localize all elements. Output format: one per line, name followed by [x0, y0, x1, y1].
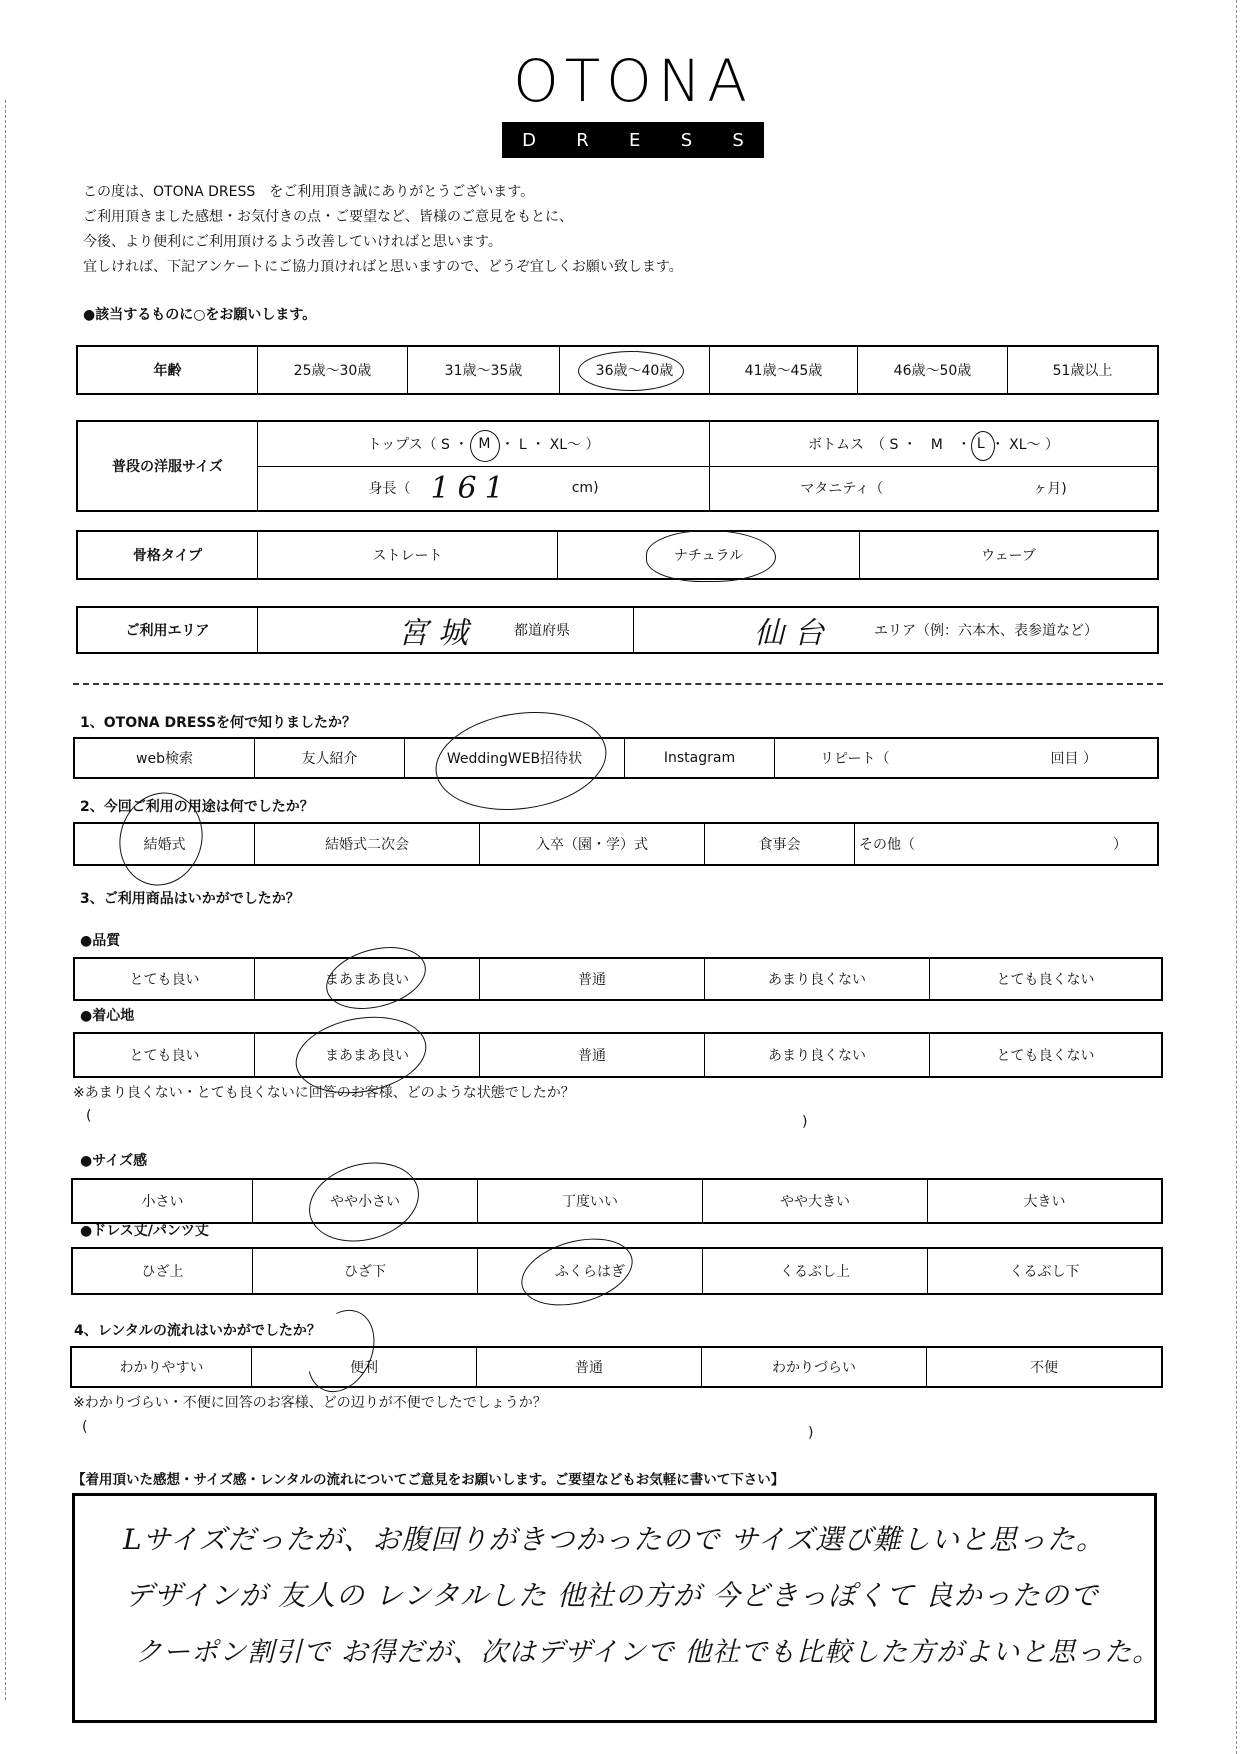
comfort-option[interactable]: 普通: [480, 1034, 705, 1076]
length-options-row: [71, 1247, 1163, 1295]
comfort-note: ※あまり良くない・とても良くないに回答のお客様、どのような状態でしたか？: [73, 1085, 575, 1101]
repeat-suffix: 回目 ）: [1050, 751, 1097, 767]
q2-option[interactable]: 入卒（園・学）式: [480, 824, 705, 864]
q2-option-label: 結婚式: [143, 837, 186, 853]
q4-note: ※わかりづらい・不便に回答のお客様、どの辺りが不便でしたでしょうか？: [73, 1395, 547, 1411]
comfort-note-close: ): [802, 1114, 808, 1130]
q1-option-selected[interactable]: [405, 739, 625, 777]
quality-option-label: まあまあ良い: [325, 972, 409, 988]
body-type-option-selected[interactable]: [558, 532, 860, 578]
q4-option[interactable]: 普通: [477, 1348, 702, 1386]
comments-title: 【着用頂いた感想・サイズ感・レンタルの流れについてご意見をお願いします。ご要望などもお気軽に書いて下さい】: [72, 1472, 785, 1488]
clothing-size-label: 普段の洋服サイズ: [78, 422, 258, 510]
age-option[interactable]: 46歳～50歳: [858, 347, 1008, 393]
hand-drawn-check: [295, 1299, 388, 1403]
brand-logo-dress: [502, 122, 764, 158]
intro-line: ご利用頂きました感想・お気付きの点・ご要望など、皆様のご意見をもとに、: [83, 209, 573, 225]
prefecture-value: 宮城: [398, 616, 478, 651]
city-field[interactable]: [634, 608, 1157, 652]
body-type-option[interactable]: ウェーブ: [981, 548, 1036, 564]
comfort-note-input[interactable]: [96, 1106, 796, 1130]
q2-title: 2、今回ご利用の用途は何でしたか？: [80, 799, 314, 815]
quality-option-selected[interactable]: [255, 959, 480, 999]
q4-option[interactable]: わかりづらい: [702, 1348, 927, 1386]
q4-option[interactable]: わかりやすい: [72, 1348, 252, 1386]
q1-option-repeat[interactable]: [775, 739, 1157, 777]
intro-line: 今後、より便利にご利用頂けるよう改善していければと思います。: [83, 234, 502, 250]
length-option[interactable]: くるぶし下: [1009, 1264, 1080, 1280]
comment-line: Lサイズだったが、お腹回りがきつかったので サイズ選び難しいと思った。: [123, 1523, 1106, 1556]
other-prefix: その他（: [859, 837, 915, 853]
city-value: 仙台: [754, 616, 834, 651]
q4-option[interactable]: 不便: [1030, 1360, 1058, 1376]
size-feel-label: ●サイズ感: [80, 1153, 148, 1169]
section-divider: [73, 683, 1163, 685]
tops-size-field[interactable]: [258, 422, 710, 466]
quality-label: ●品質: [80, 933, 121, 949]
comfort-option[interactable]: あまり良くない: [705, 1034, 930, 1076]
age-option[interactable]: 25歳～30歳: [258, 347, 408, 393]
comfort-options-row: [73, 1032, 1163, 1078]
comfort-option-selected[interactable]: [255, 1034, 480, 1076]
quality-option[interactable]: あまり良くない: [705, 959, 930, 999]
repeat-prefix: リピート（: [820, 751, 890, 767]
logo-letter: S: [680, 129, 693, 151]
height-field[interactable]: [258, 467, 710, 511]
bottoms-selected: L: [976, 435, 985, 452]
length-option[interactable]: くるぶし上: [703, 1249, 928, 1293]
body-type-option-label: ナチュラル: [673, 548, 744, 564]
bottoms-prefix: ボトムス （ S ・ M ・: [808, 436, 971, 453]
scan-edge-right: [1236, 0, 1237, 1754]
height-value: 161: [430, 470, 512, 506]
quality-option[interactable]: とても良くない: [996, 972, 1095, 988]
age-option-selected[interactable]: [560, 347, 710, 393]
size-feel-option[interactable]: 丁度いい: [478, 1180, 703, 1222]
q3-title: 3、ご利用商品はいかがでしたか？: [80, 891, 300, 907]
length-option[interactable]: ひざ下: [253, 1249, 478, 1293]
maternity-suffix: ヶ月): [1033, 481, 1067, 498]
height-suffix: cm): [571, 480, 599, 497]
clothing-size-block: [76, 420, 1159, 512]
maternity-field[interactable]: [710, 467, 1157, 511]
comfort-option[interactable]: とても良い: [75, 1034, 255, 1076]
scan-edge-left: [5, 100, 6, 1700]
prefecture-field[interactable]: [258, 608, 634, 652]
other-suffix: ）: [1113, 837, 1127, 853]
bottoms-size-field[interactable]: [710, 422, 1157, 466]
body-type-option[interactable]: ストレート: [258, 532, 558, 578]
logo-letter: S: [732, 129, 744, 151]
q1-option[interactable]: Instagram: [625, 739, 775, 777]
age-label: 年齢: [78, 347, 258, 393]
comfort-option[interactable]: とても良くない: [996, 1048, 1095, 1064]
q4-option-selected[interactable]: [252, 1348, 477, 1386]
q4-option-label: 便利: [350, 1360, 378, 1376]
comment-line: クーポン割引で お得だが、次はデザインで 他社でも比較した方がよいと思った。: [135, 1637, 1161, 1668]
q2-options-row: [73, 822, 1159, 866]
age-option-label: 36歳～40歳: [595, 363, 674, 379]
q1-option[interactable]: web検索: [75, 739, 255, 777]
size-feel-option[interactable]: やや大きい: [703, 1180, 928, 1222]
length-label: ●ドレス丈/パンツ丈: [80, 1223, 209, 1239]
size-feel-option-label: やや小さい: [330, 1194, 400, 1210]
q4-note-input[interactable]: [96, 1418, 796, 1442]
area-label: ご利用エリア: [78, 608, 258, 652]
q2-option[interactable]: 結婚式二次会: [255, 824, 480, 864]
q1-title: 1、OTONA DRESSを何で知りましたか？: [80, 715, 357, 731]
age-option[interactable]: 31歳～35歳: [408, 347, 560, 393]
intro-line: 宜しければ、下記アンケートにご協力頂ければと思いますので、どうぞ宜しくお願い致します。: [83, 259, 683, 275]
age-option[interactable]: 51歳以上: [1052, 363, 1113, 379]
city-label: エリア（例：六本木、表参道など）: [874, 623, 1098, 639]
age-row: [76, 345, 1159, 395]
intro-line: この度は、OTONA DRESS をご利用頂き誠にありがとうございます。: [83, 184, 535, 200]
prefecture-label: 都道府県: [514, 623, 570, 639]
logo-letter: E: [629, 129, 641, 151]
q4-note-close: ): [808, 1425, 814, 1441]
age-option[interactable]: 41歳～45歳: [710, 347, 858, 393]
q4-note-open: (: [82, 1419, 88, 1435]
q4-options-row: [70, 1346, 1163, 1388]
height-prefix: 身長（: [368, 481, 411, 498]
instruction-text: ●該当するものに○をお願いします。: [83, 307, 317, 323]
body-type-row: [76, 530, 1159, 580]
size-feel-option[interactable]: 小さい: [73, 1180, 253, 1222]
comfort-note-open: (: [86, 1108, 92, 1124]
intro-text: [83, 180, 683, 280]
q2-option-other[interactable]: [855, 824, 1157, 864]
length-option[interactable]: ひざ上: [73, 1249, 253, 1293]
comfort-label: ●着心地: [80, 1008, 135, 1024]
brand-logo-otona: OTONA: [513, 47, 753, 115]
q1-option-label: WeddingWEB招待状: [446, 751, 583, 767]
tops-prefix: トップス（ S ・: [367, 436, 469, 453]
logo-letter: D: [522, 129, 536, 151]
q1-option[interactable]: 友人紹介: [255, 739, 405, 777]
logo-letter: R: [576, 129, 589, 151]
length-option-label: ふくらはぎ: [555, 1264, 625, 1280]
comments-box[interactable]: [72, 1493, 1161, 1723]
size-feel-option-selected[interactable]: [253, 1180, 478, 1222]
comfort-option-label: まあまあ良い: [325, 1048, 409, 1064]
q1-options-row: [73, 737, 1159, 779]
quality-option[interactable]: 普通: [480, 959, 705, 999]
q2-option[interactable]: 食事会: [705, 824, 855, 864]
q2-option-selected[interactable]: [75, 824, 255, 864]
maternity-prefix: マタニティ（: [800, 481, 884, 498]
area-row: [76, 606, 1159, 654]
size-feel-option[interactable]: 大きい: [1023, 1194, 1066, 1210]
q4-title: 4、レンタルの流れはいかがでしたか？: [74, 1323, 321, 1339]
quality-option[interactable]: とても良い: [75, 959, 255, 999]
length-option-selected[interactable]: [478, 1249, 703, 1293]
quality-options-row: [73, 957, 1163, 1001]
size-feel-options-row: [71, 1178, 1163, 1224]
body-type-label: 骨格タイプ: [78, 532, 258, 578]
tops-suffix: ・ L ・ XL～ ）: [500, 436, 600, 453]
comment-line: デザインが 友人の レンタルした 他社の方が 今どきっぽくて 良かったので: [125, 1579, 1099, 1612]
tops-selected: M: [478, 435, 491, 452]
bottoms-suffix: ・ XL～ ）: [990, 436, 1059, 453]
